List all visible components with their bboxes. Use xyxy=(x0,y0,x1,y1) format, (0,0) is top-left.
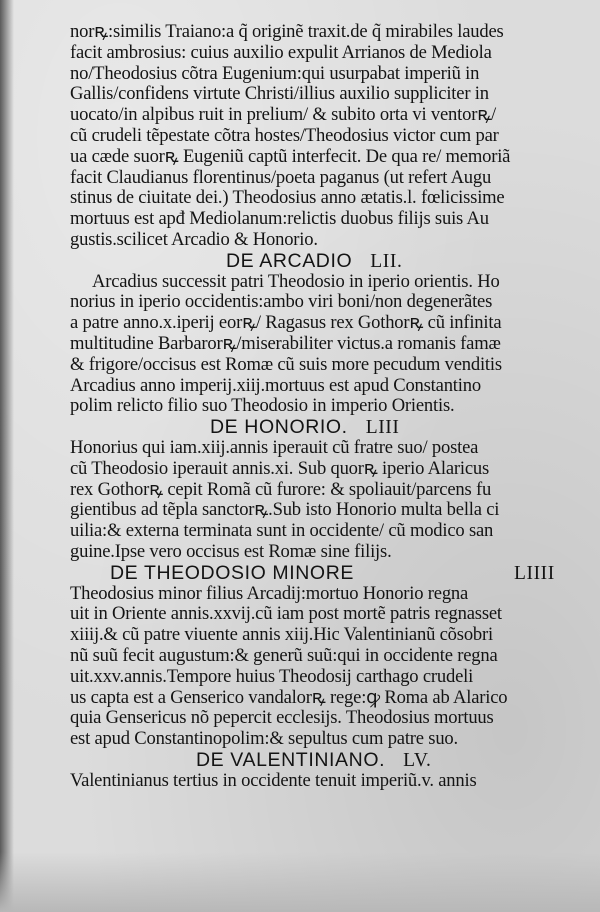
text-line: xiiij.& cũ patre viuente annis xiij.Hic Valentinianũ cõsobri xyxy=(70,625,493,646)
text-line: Honorius qui iam.xiij.annis iperauit cũ fratre suo/ postea xyxy=(70,437,479,458)
text-line: no/Theodosius cõtra Eugenium:qui usurpabat imperiũ in xyxy=(70,63,480,84)
section-heading-theodosio-minore xyxy=(70,563,570,584)
text-line: norꝶ:similis Traiano:a q̃ originẽ traxit.de q̃ mirabiles laudes xyxy=(70,22,504,42)
text-line: gientibus ad tẽpla sanctorꝶ.Sub isto Honorio multa bella ci xyxy=(70,500,500,521)
text-line: quia Gensericus nõ pepercit ecclesijs. Theodosius mortuus xyxy=(70,708,494,729)
text-line: uit.xxv.annis.Tempore huius Theodosij carthago crudeli xyxy=(70,666,474,687)
section-heading-title: DE ARCADIO xyxy=(226,249,353,272)
text-line: mortuus est apđ Mediolanum:relictis duobus filijs suis Au xyxy=(70,209,489,230)
text-line: facit ambrosius: cuius auxilio expulit Arrianos de Mediola xyxy=(70,42,492,63)
text-line: Valentinianus tertius in occidente tenuit imperiũ.v. annis xyxy=(70,770,477,791)
text-line: uocato/in alpibus ruit in prelium/ & subito orta vi ventorꝶ/ xyxy=(70,105,496,126)
text-line: multitudine Barbarorꝶ/miserabiliter victus.a romanis famæ xyxy=(70,333,501,354)
text-line: Gallis/confidens virtute Christi/illius auxilio suppliciter in xyxy=(70,84,489,105)
text-line: rex Gothorꝶ cepit Romã cũ furore: & spoliauit/parcens fu xyxy=(70,479,492,500)
text-line: us capta est a Genserico vandalorꝶ rege:ꝙ Roma ab Alarico xyxy=(70,687,508,708)
section-heading-title: DE VALENTINIANO. xyxy=(196,748,386,771)
section-heading-arcadio xyxy=(70,251,570,272)
text-line: stinus de ciuitate dei.) Theodosius anno ætatis.l. fœlicissime xyxy=(70,188,505,209)
section-heading-number: LII. xyxy=(370,250,403,272)
text-line: est apud Constantinopolim:& sepultus cum patre suo. xyxy=(70,729,458,750)
text-line: norius in iperio occidentis:ambo viri boni/non degenerãtes xyxy=(70,292,493,313)
text-line: Theodosius minor filius Arcadij:mortuo Honorio regna xyxy=(70,583,469,604)
section-heading-valentiniano xyxy=(70,750,570,771)
text-line: ua cæde suorꝶ Eugeniũ captũ interfecit. De qua re/ memoriã xyxy=(70,146,511,167)
section-heading-number: LV. xyxy=(403,749,432,771)
text-line: a patre anno.x.iperij eorꝶ/ Ragasus rex Gothorꝶ cũ infinita xyxy=(70,313,502,334)
section-heading-number: LIIII xyxy=(513,562,555,584)
section-heading-title: DE HONORIO. xyxy=(210,416,348,439)
text-line: uilia:& externa terminata sunt in occidente/ cũ modico san xyxy=(70,521,494,542)
text-line: guine.Ipse vero occisus est Romæ sine filijs. xyxy=(70,541,392,562)
section-heading-title: DE THEODOSIO MINORE xyxy=(110,561,354,584)
text-line: facit Claudianus florentinus/poeta paganus (ut refert Augu xyxy=(70,167,492,188)
text-line: nũ suũ fecit augustum:& generũ suũ:qui in occidente regna xyxy=(70,645,498,666)
section-heading-number: LIII xyxy=(365,417,400,439)
section-heading-honorio xyxy=(70,417,570,438)
text-line: Arcadius anno imperij.xiij.mortuus est apud Constantino xyxy=(70,375,481,396)
text-line: polim relicto filio suo Theodosio in imperio Orientis. xyxy=(70,396,455,417)
text-line: cũ Theodosio iperauit annis.xi. Sub quorꝶ iperio Alaricus xyxy=(70,458,490,479)
text-line: Arcadius successit patri Theodosio in iperio orientis. Ho xyxy=(92,271,500,292)
text-line: cũ crudeli tẽpestate cõtra hostes/Theodosius victor cum par xyxy=(70,125,499,146)
text-line: & frigore/occisus est Romæ cũ suis more pecudum venditis xyxy=(70,354,502,375)
text-line: gustis.scilicet Arcadio & Honorio. xyxy=(70,229,318,250)
text-line: uit in Oriente annis.xxvij.cũ iam post mortẽ patris regnasset xyxy=(70,604,502,625)
page-text xyxy=(70,22,570,791)
